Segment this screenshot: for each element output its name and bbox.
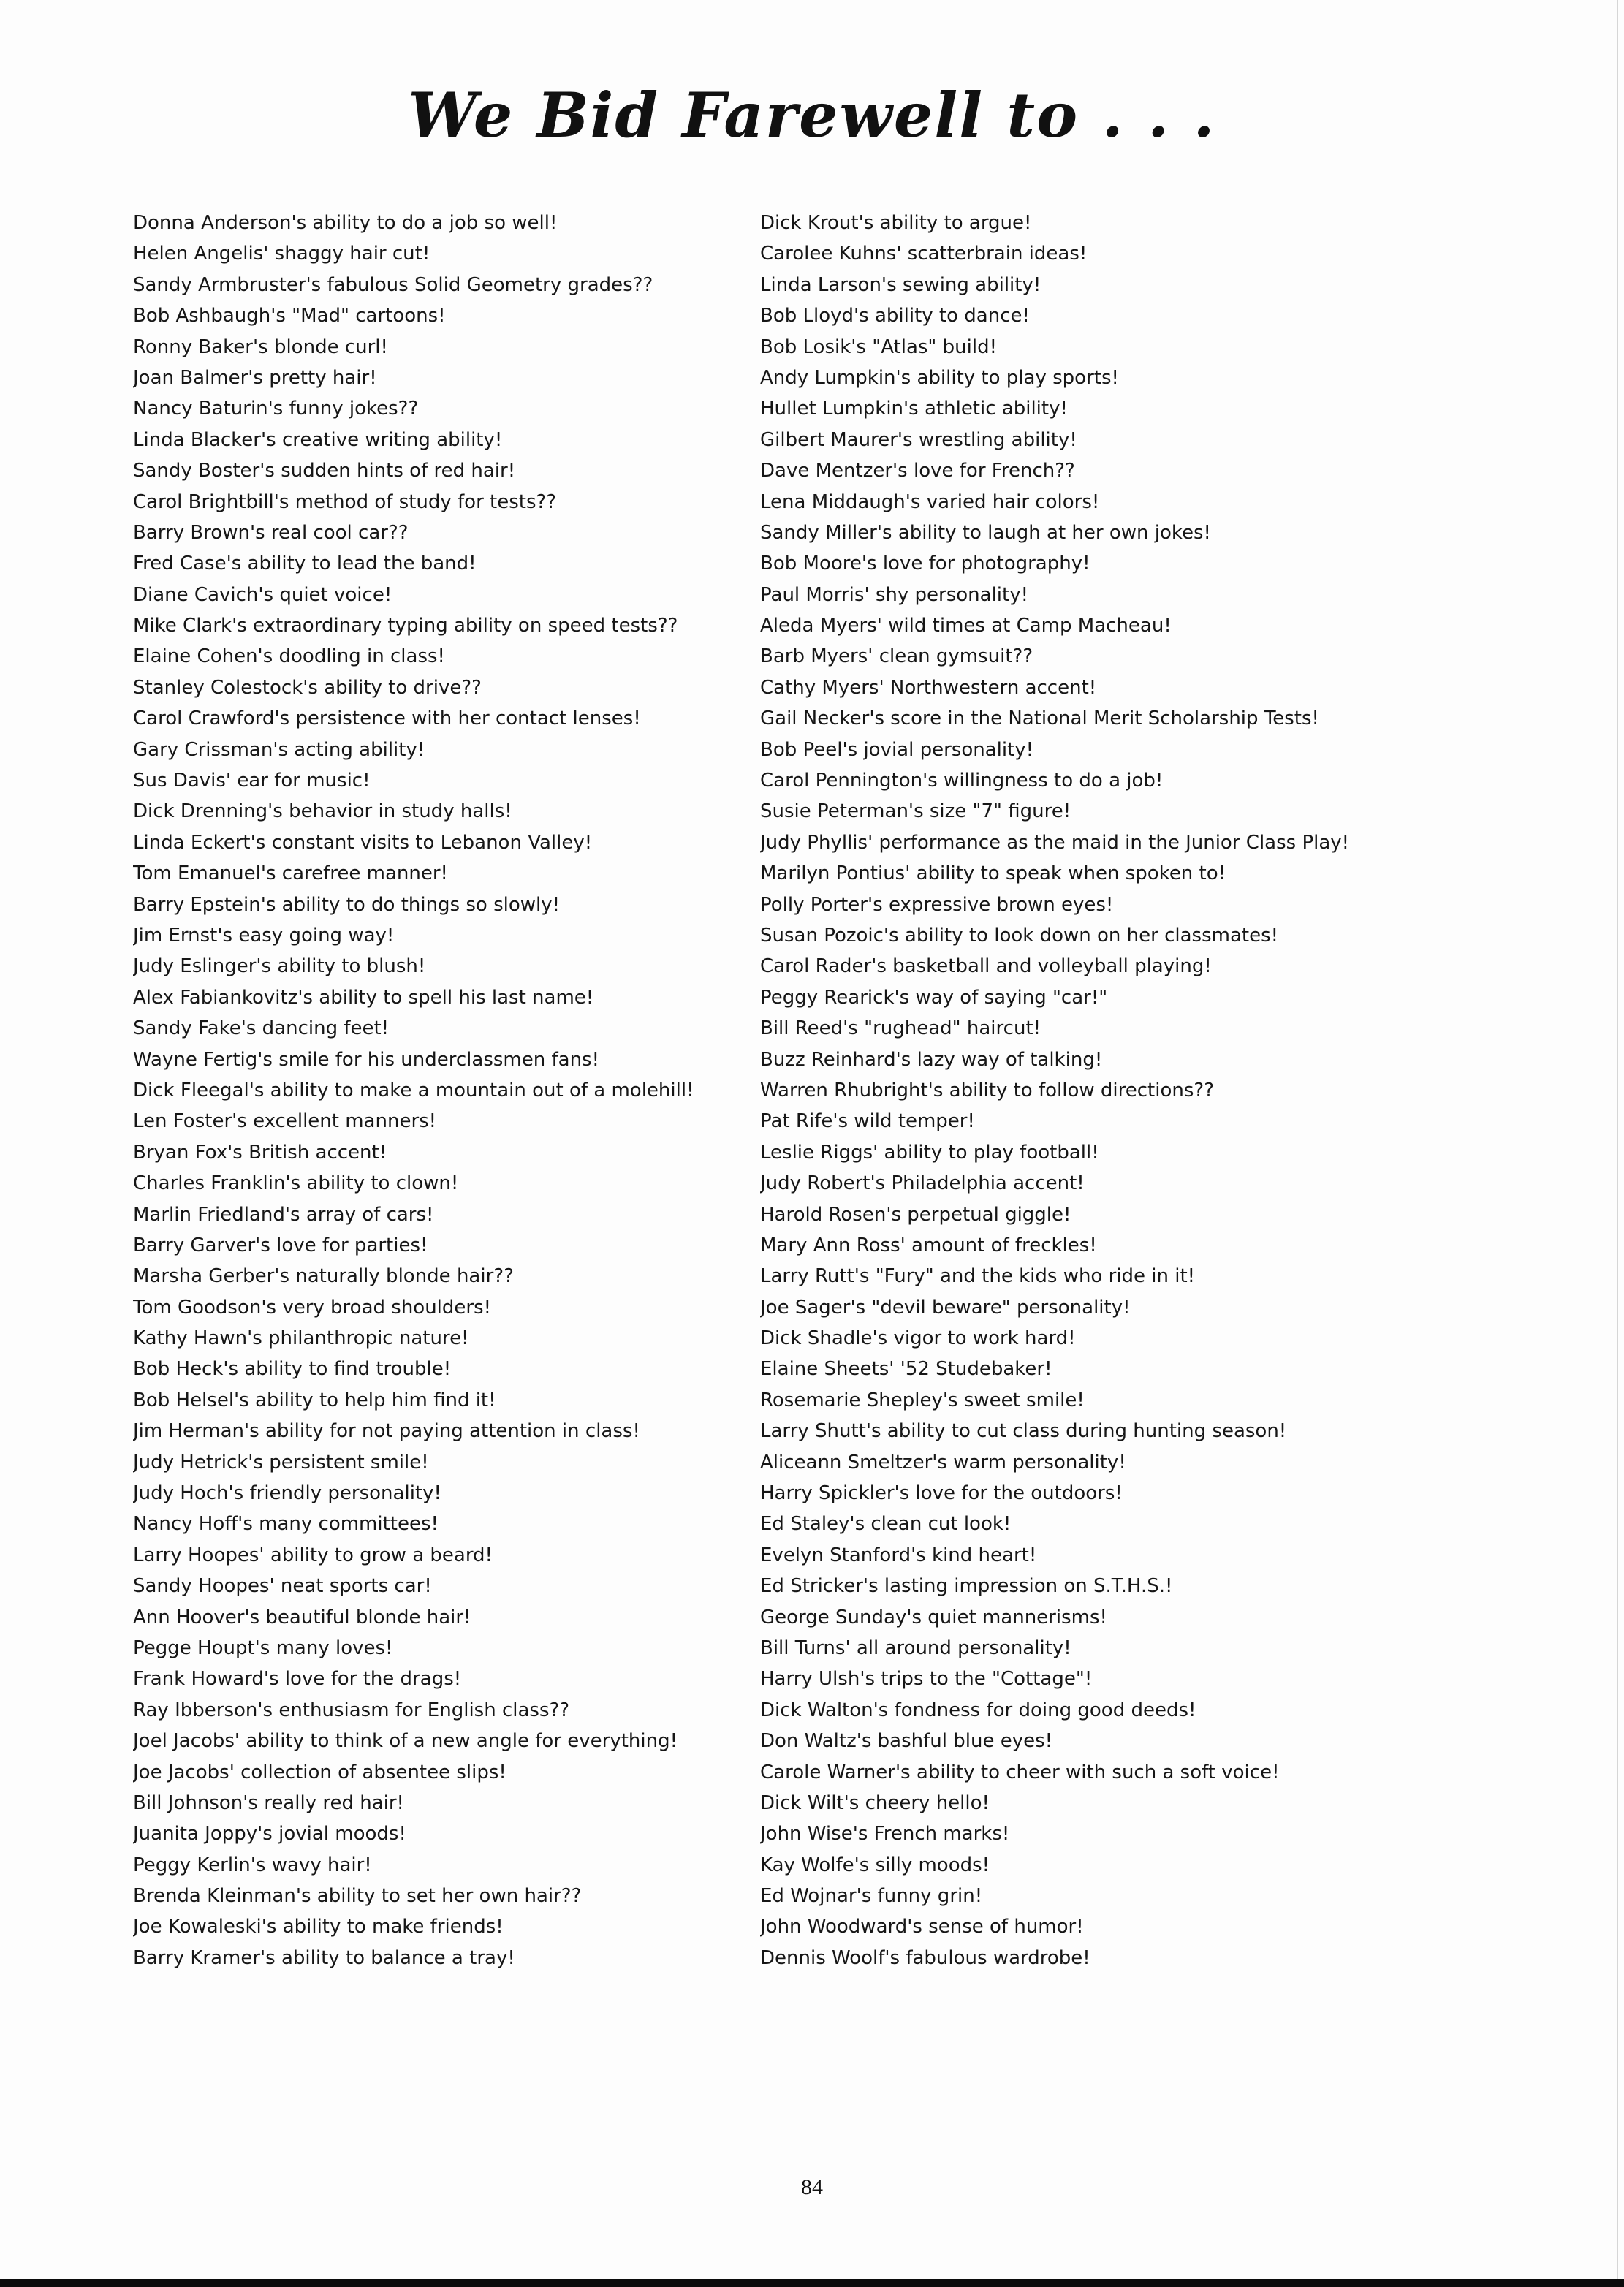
farewell-entry: Dave Mentzer's love for French?? <box>760 460 1075 482</box>
farewell-entry: Carolee Kuhns' scatterbrain ideas! <box>760 243 1088 265</box>
farewell-entry: Lena Middaugh's varied hair colors! <box>760 490 1100 513</box>
farewell-entry: Judy Hoch's friendly personality! <box>133 1482 441 1505</box>
farewell-entry: Sandy Hoopes' neat sports car! <box>133 1575 432 1598</box>
farewell-entry: Warren Rhubright's ability to follow directions?? <box>760 1079 1214 1101</box>
farewell-entry: Mary Ann Ross' amount of freckles! <box>760 1234 1097 1256</box>
farewell-entry: Bill Johnson's really red hair! <box>133 1791 404 1814</box>
farewell-entry: Peggy Rearick's way of saying "car!" <box>760 986 1108 1009</box>
farewell-entry: Elaine Cohen's doodling in class! <box>133 645 445 668</box>
farewell-entry: John Wise's French marks! <box>760 1823 1010 1846</box>
farewell-entry: Leslie Riggs' ability to play football! <box>760 1141 1099 1164</box>
farewell-entry: Evelyn Stanford's kind heart! <box>760 1544 1037 1566</box>
farewell-entry: Linda Eckert's constant visits to Lebanon Valley! <box>133 831 593 854</box>
farewell-list-right <box>760 208 1389 1973</box>
farewell-entry: Sandy Armbruster's fabulous Solid Geometry grades?? <box>133 273 653 296</box>
farewell-entry: Joe Sager's "devil beware" personality! <box>760 1296 1131 1319</box>
farewell-entry: Juanita Joppy's jovial moods! <box>133 1823 406 1846</box>
farewell-entry: Andy Lumpkin's ability to play sports! <box>760 366 1119 389</box>
farewell-entry: Larry Hoopes' ability to grow a beard! <box>133 1544 493 1566</box>
page-edge-shadow <box>1617 0 1618 2279</box>
farewell-entry: Bill Turns' all around personality! <box>760 1636 1071 1659</box>
farewell-entry: Barb Myers' clean gymsuit?? <box>760 645 1033 668</box>
farewell-entry: Buzz Reinhard's lazy way of talking! <box>760 1048 1103 1071</box>
farewell-entry: Jim Ernst's easy going way! <box>133 924 395 947</box>
farewell-entry: Dennis Woolf's fabulous wardrobe! <box>760 1946 1090 1969</box>
farewell-entry: Brenda Kleinman's ability to set her own hair?? <box>133 1885 582 1908</box>
farewell-entry: Ed Staley's clean cut look! <box>760 1513 1012 1536</box>
farewell-entry: Bob Heck's ability to find trouble! <box>133 1358 452 1381</box>
farewell-entry: Sandy Miller's ability to laugh at her own jokes! <box>760 521 1211 544</box>
farewell-entry: Harold Rosen's perpetual giggle! <box>760 1203 1071 1226</box>
farewell-entry: Marsha Gerber's naturally blonde hair?? <box>133 1265 514 1288</box>
farewell-entry: Joe Jacobs' collection of absentee slips! <box>133 1761 506 1783</box>
farewell-entry: Susan Pozoic's ability to look down on her classmates! <box>760 924 1279 947</box>
farewell-entry: Carol Crawford's persistence with her contact lenses! <box>133 708 641 730</box>
farewell-entry: Mike Clark's extraordinary typing ability on speed tests?? <box>133 615 678 637</box>
farewell-entry: Larry Rutt's "Fury" and the kids who ride in it! <box>760 1265 1196 1288</box>
farewell-entry: Gary Crissman's acting ability! <box>133 738 425 761</box>
farewell-entry: Donna Anderson's ability to do a job so well! <box>133 212 558 234</box>
farewell-entry: George Sunday's quiet mannerisms! <box>760 1606 1107 1628</box>
farewell-entry: Diane Cavich's quiet voice! <box>133 583 392 606</box>
farewell-entry: Barry Kramer's ability to balance a tray! <box>133 1946 515 1969</box>
farewell-entry: Carol Brightbill's method of study for tests?? <box>133 490 557 513</box>
farewell-entry: Bob Losik's "Atlas" build! <box>760 335 997 358</box>
farewell-entry: Harry Ulsh's trips to the "Cottage"! <box>760 1668 1093 1691</box>
farewell-entry: Susie Peterman's size "7" figure! <box>760 800 1071 823</box>
farewell-entry: Sandy Boster's sudden hints of red hair! <box>133 460 516 482</box>
farewell-entry: Judy Hetrick's persistent smile! <box>133 1451 429 1474</box>
farewell-entry: Carol Pennington's willingness to do a job! <box>760 770 1164 792</box>
farewell-entry: Barry Epstein's ability to do things so slowly! <box>133 893 561 916</box>
farewell-entry: Ronny Baker's blonde curl! <box>133 335 388 358</box>
farewell-entry: Nancy Baturin's funny jokes?? <box>133 398 419 420</box>
farewell-entry: Bob Helsel's ability to help him find it! <box>133 1389 496 1411</box>
farewell-entry: Dick Walton's fondness for doing good deeds! <box>760 1699 1196 1721</box>
farewell-entry: Linda Blacker's creative writing ability! <box>133 428 503 451</box>
farewell-entry: Bill Reed's "rughead" haircut! <box>760 1017 1041 1040</box>
farewell-entry: Peggy Kerlin's wavy hair! <box>133 1854 372 1876</box>
farewell-entry: Paul Morris' shy personality! <box>760 583 1029 606</box>
farewell-entry: Larry Shutt's ability to cut class during hunting season! <box>760 1420 1287 1443</box>
farewell-entry: Judy Phyllis' performance as the maid in the Junior Class Play! <box>760 831 1350 854</box>
farewell-entry: Ed Wojnar's funny grin! <box>760 1885 983 1908</box>
farewell-entry: Polly Porter's expressive brown eyes! <box>760 893 1114 916</box>
farewell-entry: Barry Brown's real cool car?? <box>133 521 409 544</box>
farewell-entry: Hullet Lumpkin's athletic ability! <box>760 398 1068 420</box>
farewell-entry: Charles Franklin's ability to clown! <box>133 1172 459 1195</box>
farewell-entry: Judy Robert's Philadelphia accent! <box>760 1172 1085 1195</box>
farewell-entry: Bob Lloyd's ability to dance! <box>760 305 1030 327</box>
farewell-entry: Linda Larson's sewing ability! <box>760 273 1041 296</box>
farewell-entry: Ed Stricker's lasting impression on S.T.H.S.! <box>760 1575 1173 1598</box>
farewell-entry: Bryan Fox's British accent! <box>133 1141 387 1164</box>
farewell-entry: Stanley Colestock's ability to drive?? <box>133 676 482 699</box>
farewell-entry: Jim Herman's ability for not paying attention in class! <box>133 1420 640 1443</box>
farewell-entry: Bob Peel's jovial personality! <box>760 738 1034 761</box>
farewell-entry: Marlin Friedland's array of cars! <box>133 1203 434 1226</box>
farewell-entry: Fred Case's ability to lead the band! <box>133 553 477 575</box>
page-title: We Bid Farewell to . . . <box>408 79 1216 151</box>
farewell-entry: Sus Davis' ear for music! <box>133 770 371 792</box>
farewell-entry: Carole Warner's ability to cheer with such a soft voice! <box>760 1761 1280 1783</box>
farewell-entry: Wayne Fertig's smile for his underclassmen fans! <box>133 1048 600 1071</box>
farewell-entry: Gilbert Maurer's wrestling ability! <box>760 428 1077 451</box>
page-number: 84 <box>801 2175 823 2199</box>
farewell-entry: Dick Drenning's behavior in study halls! <box>133 800 512 823</box>
farewell-entry: Ann Hoover's beautiful blonde hair! <box>133 1606 471 1628</box>
farewell-entry: Elaine Sheets' '52 Studebaker! <box>760 1358 1052 1381</box>
farewell-entry: John Woodward's sense of humor! <box>760 1916 1084 1938</box>
farewell-entry: Cathy Myers' Northwestern accent! <box>760 676 1097 699</box>
farewell-entry: Aliceann Smeltzer's warm personality! <box>760 1451 1126 1474</box>
farewell-entry: Bob Moore's love for photography! <box>760 553 1090 575</box>
farewell-entry: Aleda Myers' wild times at Camp Macheau! <box>760 615 1172 637</box>
farewell-entry: Judy Eslinger's ability to blush! <box>133 955 426 978</box>
farewell-entry: Dick Shadle's vigor to work hard! <box>760 1327 1076 1350</box>
farewell-entry: Alex Fabiankovitz's ability to spell his last name! <box>133 986 594 1009</box>
farewell-entry: Sandy Fake's dancing feet! <box>133 1017 390 1040</box>
farewell-entry: Ray Ibberson's enthusiasm for English class?? <box>133 1699 570 1721</box>
farewell-entry: Marilyn Pontius' ability to speak when spoken to! <box>760 862 1226 885</box>
farewell-entry: Nancy Hoff's many committees! <box>133 1513 439 1536</box>
farewell-list-left <box>133 208 740 1973</box>
farewell-entry: Pat Rife's wild temper! <box>760 1110 975 1133</box>
farewell-entry: Dick Wilt's cheery hello! <box>760 1791 990 1814</box>
farewell-entry: Helen Angelis' shaggy hair cut! <box>133 243 430 265</box>
farewell-entry: Tom Goodson's very broad shoulders! <box>133 1296 492 1319</box>
farewell-entry: Pegge Houpt's many loves! <box>133 1636 393 1659</box>
farewell-entry: Carol Rader's basketball and volleyball playing! <box>760 955 1212 978</box>
farewell-entry: Don Waltz's bashful blue eyes! <box>760 1730 1053 1753</box>
scan-bottom-border <box>0 2279 1624 2287</box>
farewell-entry: Frank Howard's love for the drags! <box>133 1668 462 1691</box>
farewell-entry: Joan Balmer's pretty hair! <box>133 366 377 389</box>
farewell-entry: Dick Fleegal's ability to make a mountain out of a molehill! <box>133 1079 694 1101</box>
farewell-entry: Dick Krout's ability to argue! <box>760 212 1032 234</box>
farewell-entry: Rosemarie Shepley's sweet smile! <box>760 1389 1085 1411</box>
farewell-entry: Tom Emanuel's carefree manner! <box>133 862 448 885</box>
farewell-entry: Barry Garver's love for parties! <box>133 1234 428 1256</box>
farewell-entry: Len Foster's excellent manners! <box>133 1110 437 1133</box>
farewell-entry: Kay Wolfe's silly moods! <box>760 1854 990 1876</box>
farewell-entry: Bob Ashbaugh's "Mad" cartoons! <box>133 305 446 327</box>
farewell-entry: Joel Jacobs' ability to think of a new angle for everything! <box>133 1730 678 1753</box>
farewell-entry: Kathy Hawn's philanthropic nature! <box>133 1327 469 1350</box>
farewell-entry: Joe Kowaleski's ability to make friends! <box>133 1916 504 1938</box>
farewell-entry: Harry Spickler's love for the outdoors! <box>760 1482 1123 1505</box>
farewell-entry: Gail Necker's score in the National Merit Scholarship Tests! <box>760 708 1319 730</box>
